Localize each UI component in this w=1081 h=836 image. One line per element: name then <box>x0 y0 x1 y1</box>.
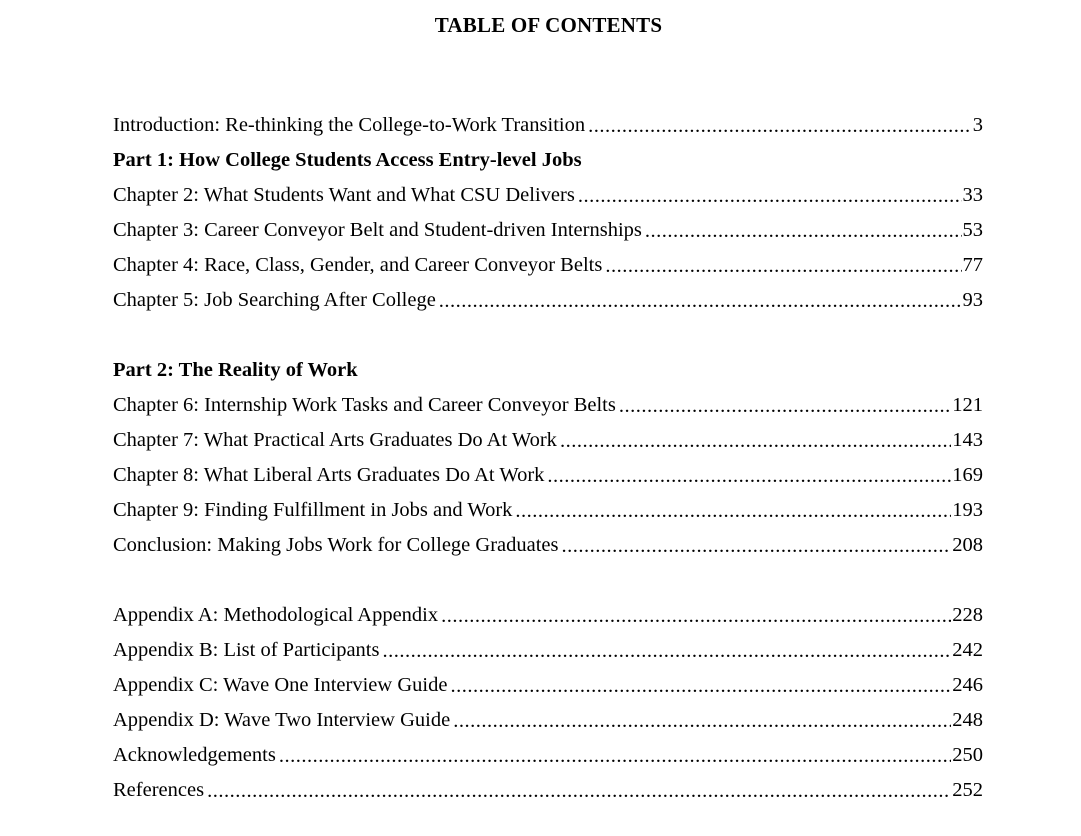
toc-page-number: 248 <box>952 709 983 731</box>
toc-page-number: 53 <box>962 219 983 241</box>
toc-entry-appendix-d[interactable] <box>113 703 983 738</box>
toc-page-number: 121 <box>952 394 983 416</box>
toc-entry-title: Chapter 4: Race, Class, Gender, and Career Conveyor Belts <box>113 254 603 276</box>
toc-entry-title: Appendix D: Wave Two Interview Guide <box>113 709 451 731</box>
toc-page-number: 228 <box>952 604 983 626</box>
toc-entry-title: References <box>113 779 205 801</box>
toc-dot-leader <box>439 289 962 313</box>
toc-entry-title: Introduction: Re-thinking the College-to-Work Transition <box>113 114 586 136</box>
toc-dot-leader <box>619 394 951 418</box>
toc-entry-conclusion[interactable] <box>113 528 983 563</box>
toc-entry-appendix-a[interactable] <box>113 598 983 633</box>
table-of-contents <box>113 108 983 808</box>
toc-entry-title: Chapter 6: Internship Work Tasks and Career Conveyor Belts <box>113 394 616 416</box>
toc-page-number: 252 <box>952 779 983 801</box>
toc-entry-chapter-6[interactable] <box>113 388 983 423</box>
toc-entry-chapter-9[interactable] <box>113 493 983 528</box>
toc-entry-title: Appendix C: Wave One Interview Guide <box>113 674 448 696</box>
toc-dot-leader <box>279 744 951 768</box>
toc-entry-appendix-b[interactable] <box>113 633 983 668</box>
toc-page-number: 246 <box>952 674 983 696</box>
part-1-heading: Part 1: How College Students Access Entry-level Jobs <box>113 149 582 171</box>
toc-entry-chapter-3[interactable] <box>113 213 983 248</box>
toc-dot-leader <box>207 779 951 803</box>
toc-dot-leader <box>453 709 951 733</box>
toc-dot-leader <box>645 219 962 243</box>
toc-page-number: 33 <box>962 184 983 206</box>
toc-dot-leader <box>578 184 962 208</box>
toc-section-gap <box>113 563 983 598</box>
toc-dot-leader <box>560 429 951 453</box>
toc-entry-appendix-c[interactable] <box>113 668 983 703</box>
toc-entry-chapter-8[interactable] <box>113 458 983 493</box>
toc-page-number: 143 <box>952 429 983 451</box>
toc-entry-chapter-7[interactable] <box>113 423 983 458</box>
toc-dot-leader <box>562 534 952 558</box>
toc-page-number: 77 <box>962 254 983 276</box>
toc-dot-leader <box>441 604 951 628</box>
toc-page-number: 169 <box>952 464 983 486</box>
toc-part-heading <box>113 353 983 388</box>
toc-page-number: 3 <box>972 114 983 136</box>
toc-entry-title: Conclusion: Making Jobs Work for College Graduates <box>113 534 559 556</box>
toc-entry-chapter-5[interactable] <box>113 283 983 318</box>
toc-part-heading <box>113 143 983 178</box>
toc-dot-leader <box>450 674 951 698</box>
toc-entry-title: Chapter 3: Career Conveyor Belt and Student-driven Internships <box>113 219 642 241</box>
toc-entry-title: Appendix A: Methodological Appendix <box>113 604 439 626</box>
toc-page-number: 250 <box>952 744 983 766</box>
toc-entry-introduction[interactable] <box>113 108 983 143</box>
part-2-heading: Part 2: The Reality of Work <box>113 359 358 381</box>
toc-entry-title: Appendix B: List of Participants <box>113 639 380 661</box>
toc-dot-leader <box>605 254 961 278</box>
toc-entry-chapter-2[interactable] <box>113 178 983 213</box>
toc-entry-title: Chapter 8: What Liberal Arts Graduates Do At Work <box>113 464 545 486</box>
toc-page-number: 242 <box>952 639 983 661</box>
toc-dot-leader <box>515 499 951 523</box>
toc-entry-title: Chapter 2: What Students Want and What CSU Delivers <box>113 184 575 206</box>
toc-dot-leader <box>588 114 972 138</box>
toc-entry-title: Acknowledgements <box>113 744 276 766</box>
toc-entry-title: Chapter 7: What Practical Arts Graduates Do At Work <box>113 429 557 451</box>
toc-page-number: 93 <box>962 289 983 311</box>
toc-entry-title: Chapter 9: Finding Fulfillment in Jobs and Work <box>113 499 513 521</box>
toc-entry-references[interactable] <box>113 773 983 808</box>
toc-dot-leader <box>547 464 951 488</box>
toc-section-gap <box>113 318 983 353</box>
toc-entry-chapter-4[interactable] <box>113 248 983 283</box>
toc-entry-title: Chapter 5: Job Searching After College <box>113 289 436 311</box>
toc-page-number: 208 <box>952 534 983 556</box>
toc-dot-leader <box>382 639 951 663</box>
toc-page-number: 193 <box>952 499 983 521</box>
toc-entry-acknowledgements[interactable] <box>113 738 983 773</box>
page-title: TABLE OF CONTENTS <box>434 13 663 37</box>
